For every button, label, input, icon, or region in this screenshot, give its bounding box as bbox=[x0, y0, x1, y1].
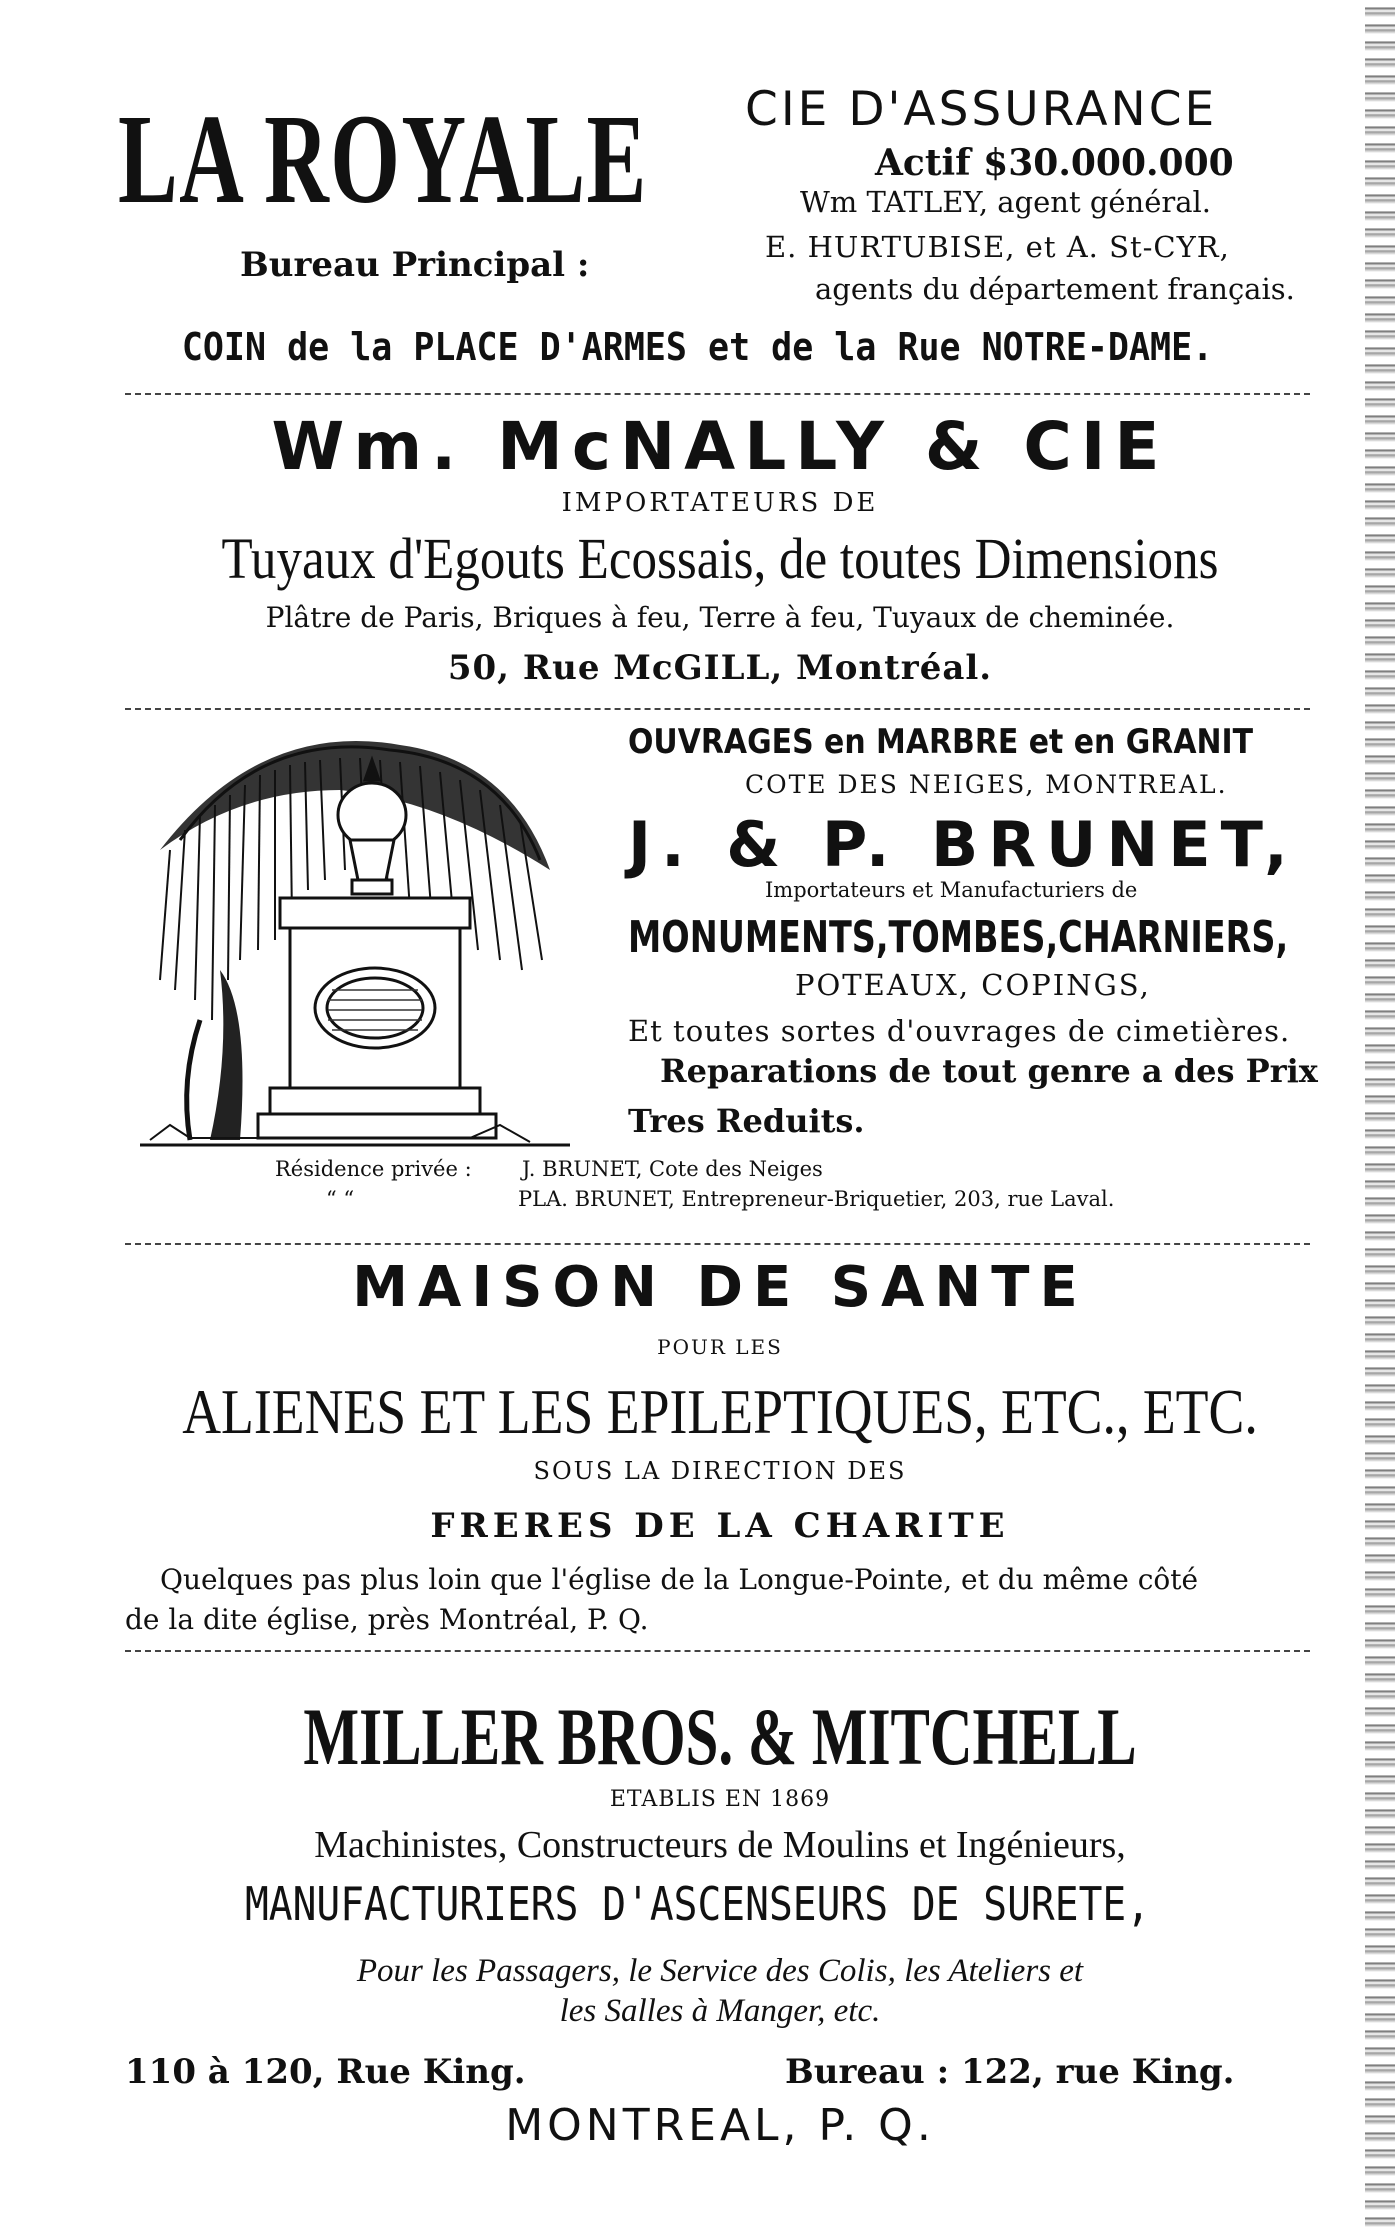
miller-machinistes: Machinistes, Constructeurs de Moulins et Ingénieurs, bbox=[314, 1824, 1126, 1866]
section-divider bbox=[125, 1243, 1310, 1245]
brunet-importateurs: Importateurs et Manufacturiers de bbox=[765, 878, 1138, 902]
mcnally-title: Wm. McNALLY & CIE bbox=[271, 408, 1169, 485]
miller-city: MONTREAL, P. Q. bbox=[505, 2100, 935, 2151]
la-royale-agents-line: E. HURTUBISE, et A. St-CYR, bbox=[765, 230, 1230, 264]
la-royale-title: LA ROYALE bbox=[118, 88, 648, 230]
miller-salles: les Salles à Manger, etc. bbox=[559, 1993, 881, 2029]
brunet-residence-2: PLA. BRUNET, Entrepreneur-Briquetier, 203, rue Laval. bbox=[518, 1187, 1115, 1211]
mcnally-platre: Plâtre de Paris, Briques à feu, Terre à feu, Tuyaux de cheminée. bbox=[265, 601, 1175, 634]
miller-bureau: Bureau : 122, rue King. bbox=[785, 2052, 1235, 2092]
brunet-poteaux: POTEAUX, COPINGS, bbox=[795, 968, 1151, 1002]
mcnally-tuyaux: Tuyaux d'Egouts Ecossais, de toutes Dimensions bbox=[221, 526, 1219, 591]
maison-freres: FRERES DE LA CHARITE bbox=[430, 1506, 1010, 1546]
page-edge-decoration bbox=[1365, 0, 1395, 2231]
maison-location-1: Quelques pas plus loin que l'église de la Longue-Pointe, et du même côté bbox=[160, 1563, 1199, 1596]
mcnally-importateurs: IMPORTATEURS DE bbox=[561, 488, 879, 518]
brunet-title: J. & P. BRUNET, bbox=[628, 808, 1298, 881]
section-divider bbox=[125, 393, 1310, 395]
brunet-reparations-2: Tres Reduits. bbox=[628, 1102, 865, 1140]
la-royale-actif: Actif $30.000.000 bbox=[875, 142, 1234, 184]
brunet-ditto-marks: “ “ bbox=[326, 1187, 355, 1211]
brunet-location: COTE DES NEIGES, MONTREAL. bbox=[745, 770, 1228, 799]
willow-monument-illustration bbox=[140, 720, 570, 1150]
la-royale-bureau-label: Bureau Principal : bbox=[240, 245, 590, 285]
brunet-residence-label: Résidence privée : bbox=[275, 1157, 472, 1181]
section-divider bbox=[125, 1650, 1310, 1652]
brunet-ouvrages: OUVRAGES en MARBRE et en GRANIT bbox=[628, 722, 1254, 762]
mcnally-address: 50, Rue McGILL, Montréal. bbox=[447, 648, 993, 688]
brunet-reparations: Reparations de tout genre a des Prix bbox=[660, 1052, 1318, 1090]
la-royale-agent: Wm TATLEY, agent général. bbox=[800, 185, 1212, 219]
miller-pour: Pour les Passagers, le Service des Colis, les Ateliers et bbox=[356, 1953, 1084, 1989]
section-divider bbox=[125, 708, 1310, 710]
brunet-toutes: Et toutes sortes d'ouvrages de cimetières. bbox=[628, 1014, 1291, 1048]
miller-manufacturiers: MANUFACTURIERS D'ASCENSEURS DE SURETE, bbox=[244, 1877, 1151, 1931]
miller-address: 110 à 120, Rue King. bbox=[125, 2052, 526, 2092]
maison-pour-les: POUR LES bbox=[657, 1335, 783, 1359]
maison-title: MAISON DE SANTE bbox=[352, 1255, 1088, 1320]
la-royale-address: COIN de la PLACE D'ARMES et de la Rue NOTRE-DAME. bbox=[181, 325, 1214, 369]
brunet-residence-1: J. BRUNET, Cote des Neiges bbox=[522, 1157, 823, 1181]
brunet-monuments: MONUMENTS,TOMBES,CHARNIERS, bbox=[628, 912, 1289, 963]
la-royale-company: CIE D'ASSURANCE bbox=[745, 82, 1218, 137]
maison-location-2: de la dite église, près Montréal, P. Q. bbox=[125, 1603, 649, 1636]
miller-etablis: ETABLIS EN 1869 bbox=[609, 1787, 831, 1812]
maison-sous: SOUS LA DIRECTION DES bbox=[533, 1457, 907, 1485]
miller-title: MILLER BROS. & MITCHELL bbox=[303, 1691, 1137, 1782]
la-royale-agents-dept: agents du département français. bbox=[815, 272, 1295, 306]
maison-alienes: ALIENES ET LES EPILEPTIQUES, ETC., ETC. bbox=[182, 1376, 1258, 1447]
